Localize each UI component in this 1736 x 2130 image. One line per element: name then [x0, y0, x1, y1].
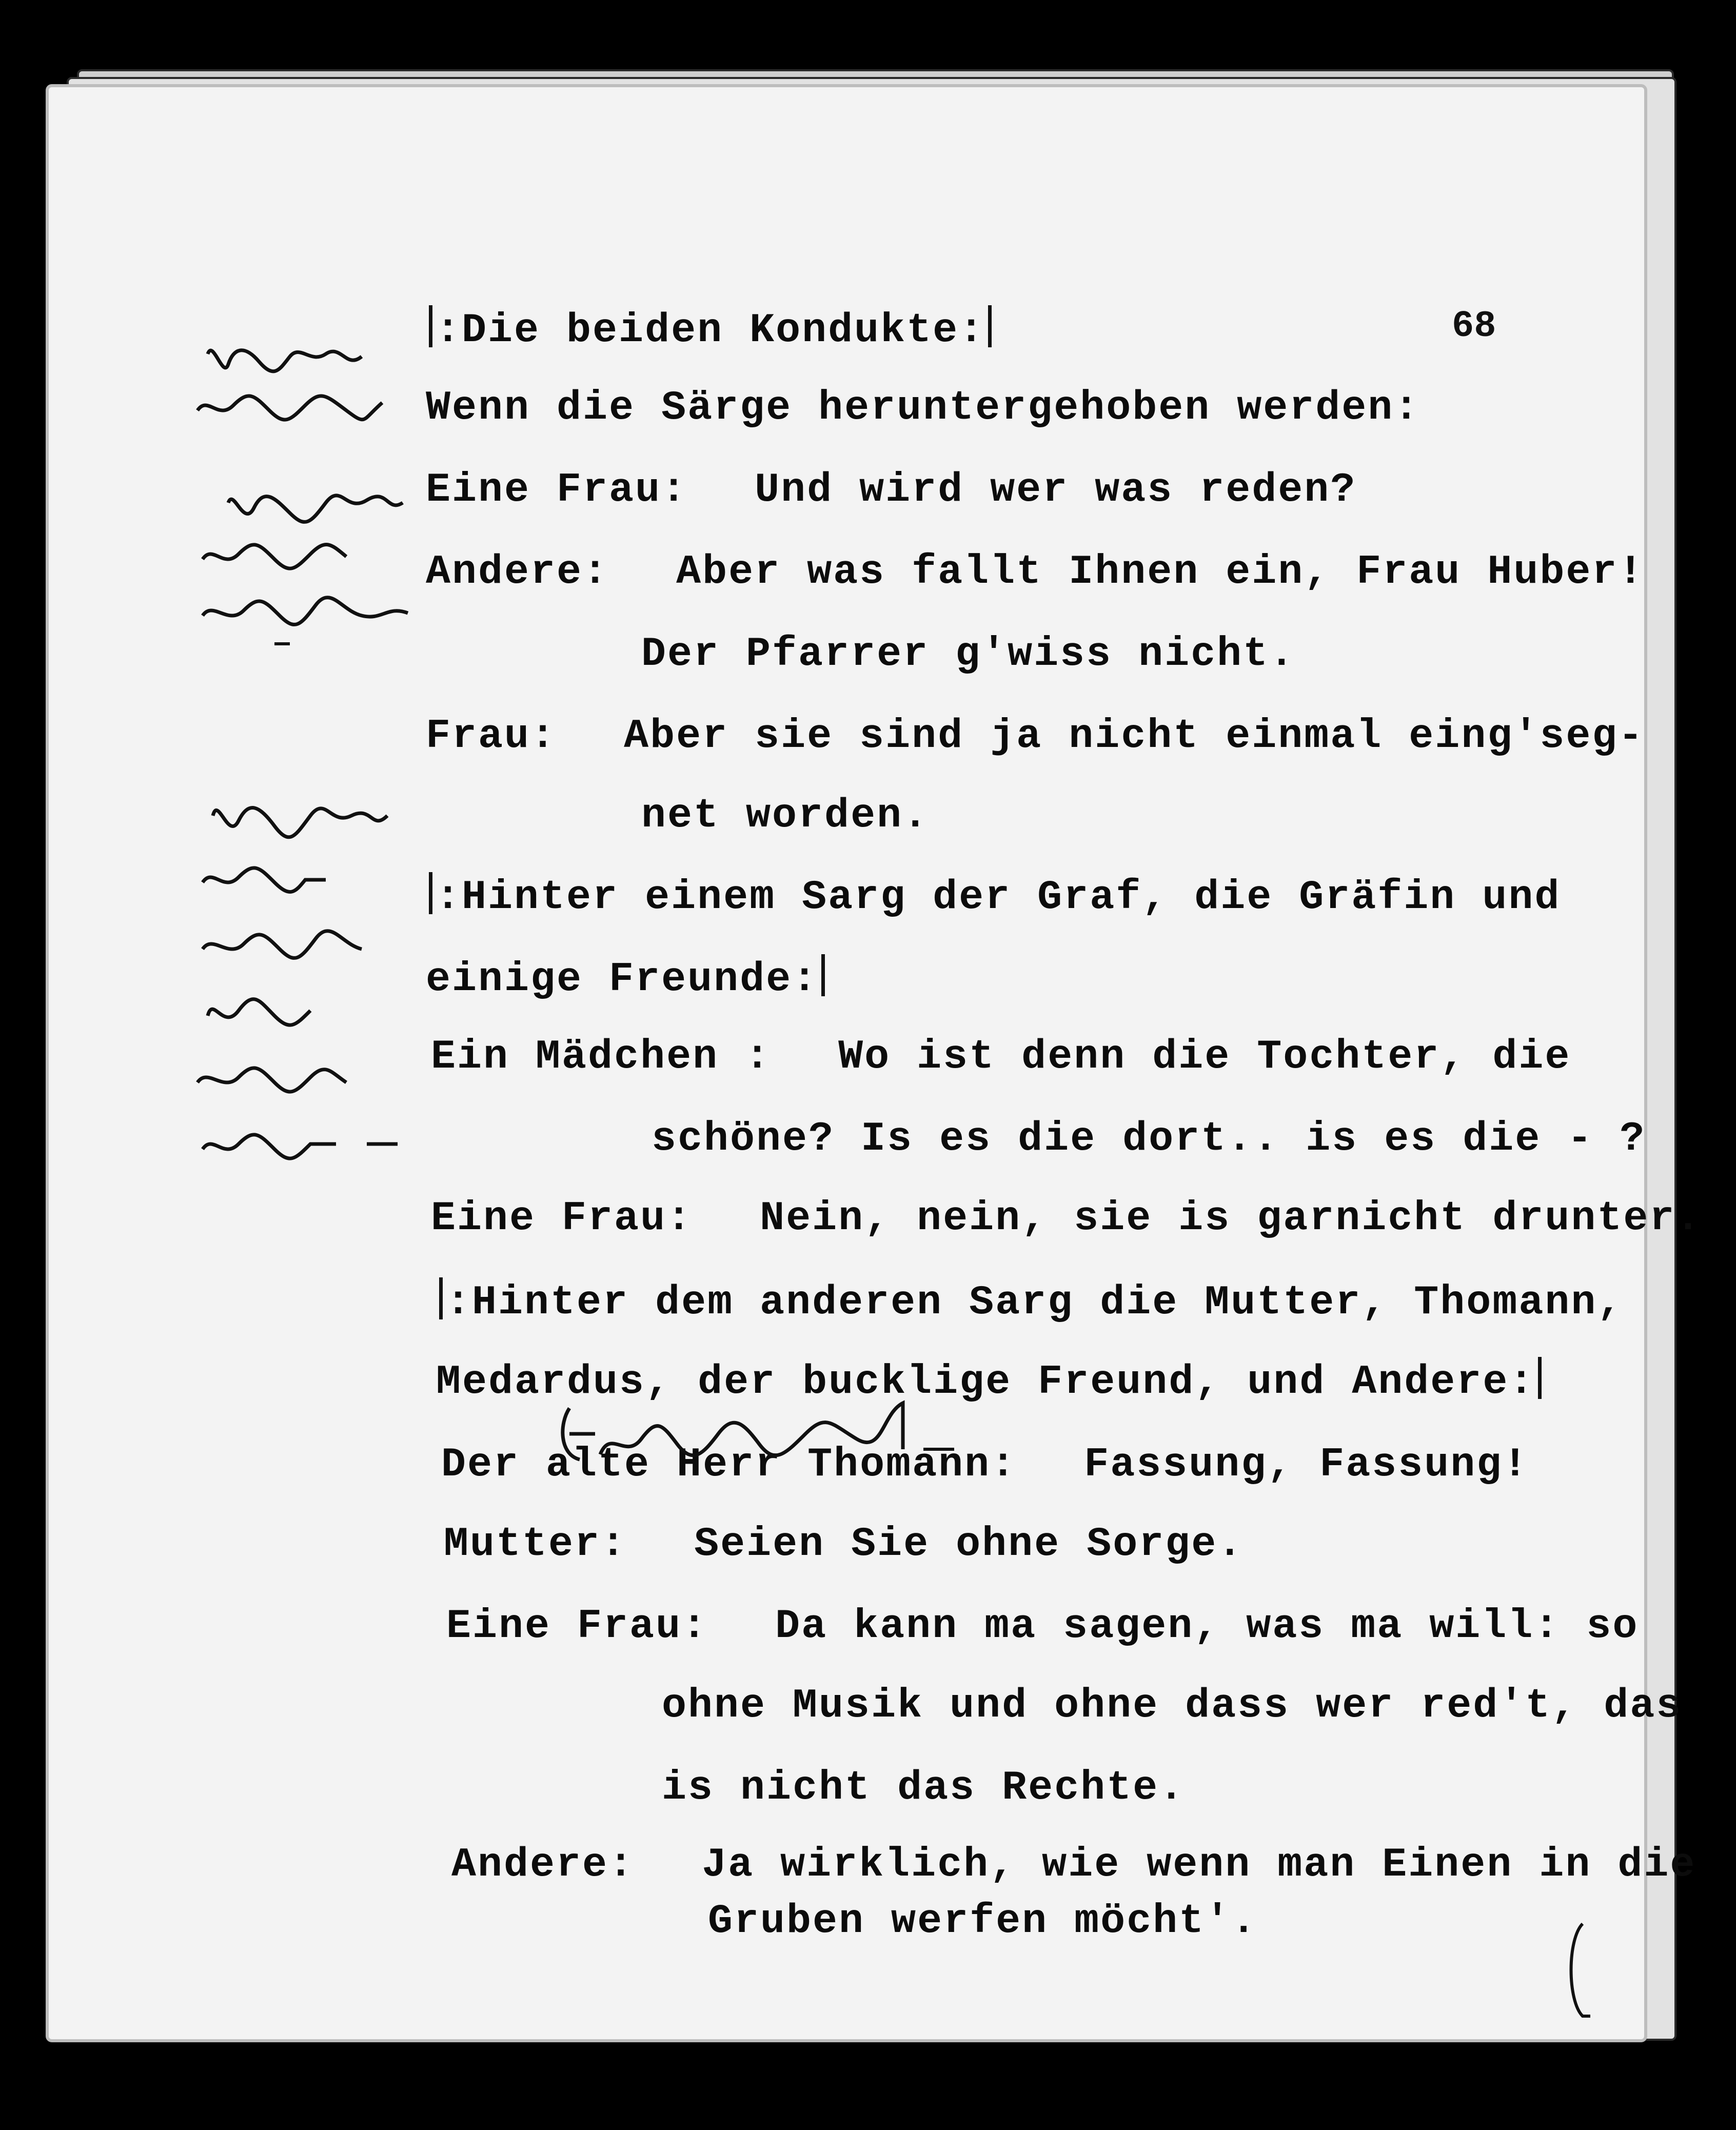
dialogue-continuation: ohne Musik und ohne dass wer red't, das — [662, 1683, 1683, 1729]
dialogue-text: Aber was fallt Ihnen ein, Frau Huber! — [676, 549, 1645, 596]
bar-mark — [988, 305, 992, 347]
bar-mark — [821, 954, 825, 996]
stage-direction-line: einige Freunde: — [426, 954, 828, 1003]
bar-mark — [1538, 1357, 1542, 1399]
typescript-page — [49, 87, 1702, 2039]
dialogue-line — [426, 549, 1644, 596]
dialogue-text: Fassung, Fassung! — [1084, 1442, 1529, 1488]
speaker-name: Eine Frau: — [446, 1603, 708, 1650]
dialogue-line — [426, 713, 1644, 760]
handwritten-note-1 — [192, 333, 459, 441]
page-number: 68 — [1452, 305, 1496, 347]
stage-direction-line: :Hinter dem anderen Sarg die Mutter, Thomann, — [436, 1277, 1623, 1326]
speaker-name: Andere: — [426, 549, 609, 596]
dialogue-continuation: Gruben werfen möcht'. — [708, 1898, 1258, 1945]
speaker-name: Andere: — [451, 1842, 635, 1888]
dialogue-text: Seien Sie ohne Sorge. — [694, 1521, 1244, 1568]
dialogue-line — [431, 1034, 1571, 1080]
dialogue-line — [431, 1195, 1702, 1242]
speaker-name: Frau: — [426, 713, 557, 760]
dialogue-continuation: schöne? Is es die dort.. is es die - ? — [652, 1116, 1646, 1162]
dialogue-line — [444, 1521, 1244, 1568]
dialogue-text: Wo ist denn die Tochter, die — [838, 1034, 1571, 1080]
dialogue-text: Da kann ma sagen, was ma will: so — [775, 1603, 1639, 1650]
dialogue-continuation: is nicht das Rechte. — [662, 1765, 1186, 1811]
dialogue-line — [426, 467, 1356, 514]
speaker-name: Eine Frau: — [426, 467, 688, 514]
stage-direction-line: Medardus, der bucklige Freund, und Andere: — [436, 1357, 1545, 1406]
speaker-name: Ein Mädchen : — [431, 1034, 772, 1080]
speaker-name: Der alte Herr Thomann: — [441, 1442, 1017, 1488]
handwritten-note-3 — [192, 785, 459, 1175]
dialogue-line — [451, 1842, 1696, 1888]
bar-mark — [439, 1277, 443, 1319]
dialogue-text: Ja wirklich, wie wenn man Einen in die — [702, 1842, 1696, 1888]
dialogue-text: Aber sie sind ja nicht einmal eing'seg- — [624, 713, 1645, 760]
dialogue-continuation: Der Pfarrer g'wiss nicht. — [641, 631, 1296, 678]
speaker-name: Eine Frau: — [431, 1195, 693, 1242]
script-line: Wenn die Särge heruntergehoben werden: — [426, 385, 1421, 431]
dialogue-continuation: net worden. — [641, 793, 930, 839]
speaker-name: Mutter: — [444, 1521, 627, 1568]
bracket-mark — [1562, 1919, 1593, 2021]
dialogue-line — [446, 1603, 1639, 1650]
handwritten-note-2 — [192, 482, 459, 652]
handwritten-note-4 — [549, 1393, 980, 1470]
dialogue-text: Nein, nein, sie is garnicht drunter. — [760, 1195, 1702, 1242]
stage-direction-line: :Die beiden Kondukte: — [426, 305, 995, 354]
stage-direction-line: :Hinter einem Sarg der Graf, die Gräfin und — [426, 872, 1561, 921]
dialogue-text: Und wird wer was reden? — [755, 467, 1357, 514]
